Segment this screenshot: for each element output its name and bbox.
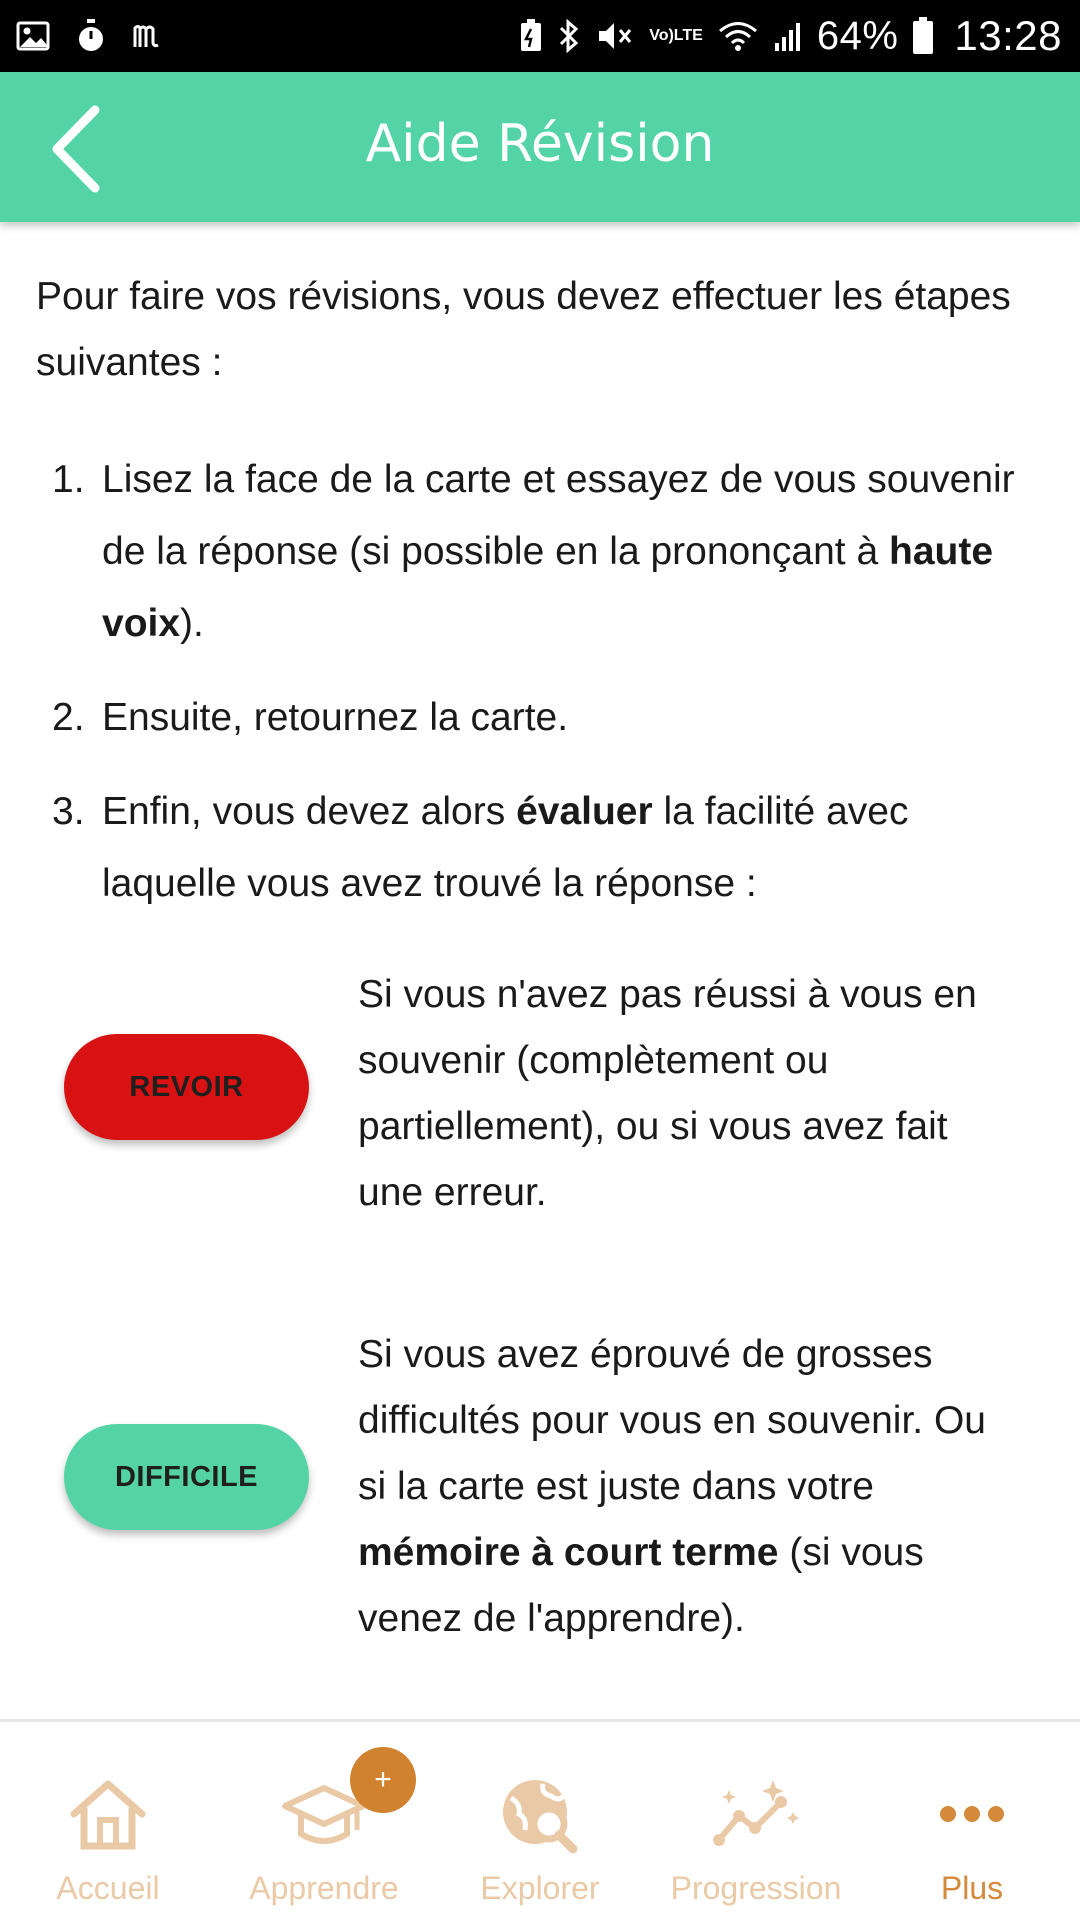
step-number: 1. [52,458,85,501]
status-bar [0,0,1080,72]
volte-label: Vo) [649,27,674,44]
nav-item-plus[interactable] [864,1722,1080,1920]
rating-desc-part: Si vous avez éprouvé de grosses difficultés pour vous en souvenir. Ou si la carte est juste dans votre [358,1333,986,1508]
step-item [52,444,1042,660]
page-title: Aide Révision [365,114,715,174]
step-emphasis: haute voix [102,530,994,645]
bluetooth-icon [557,18,581,54]
step-text [102,776,1042,920]
wifi-icon [717,19,759,53]
nav-item-accueil[interactable] [0,1722,216,1920]
vibrate-mute-icon [595,19,635,53]
volte-indicator [649,28,703,44]
app-bar [0,72,1080,222]
step-text [102,682,1042,754]
nav-label: Progression [670,1870,842,1906]
step-emphasis: évaluer [516,790,653,833]
rating-description [358,1322,1018,1652]
add-badge-button[interactable]: + [350,1747,416,1813]
step-item [52,682,1042,754]
nav-item-progression[interactable] [648,1722,864,1920]
rating-description [358,962,1018,1226]
explore-search-icon [495,1774,585,1854]
nav-label: Accueil [56,1870,160,1906]
help-content [0,222,1080,1719]
step-text-part: Enfin, vous devez alors [102,790,517,833]
progression-chart-icon [711,1774,801,1854]
step-number: 3. [52,790,85,833]
home-icon [63,1774,153,1854]
intro-text: Pour faire vos révisions, vous devez effectuer les étapes suivantes : [36,275,1011,384]
step-text-part: Ensuite, retournez la carte. [102,696,569,739]
status-time: 13:28 [954,12,1062,59]
more-dots-icon [927,1774,1017,1854]
le-monde-icon [132,21,162,51]
battery-percent: 64% [816,13,899,58]
rating-desc-part: Si vous n'avez pas réussi à vous en souvenir (complètement ou partiellement), ou si vous avez fait une erreur. [358,973,977,1214]
bottom-navigation [0,1719,1080,1920]
nav-item-explorer[interactable] [432,1722,648,1920]
nav-label: Apprendre [249,1870,399,1906]
revoir-button[interactable]: REVOIR [64,1034,309,1140]
difficile-button[interactable]: DIFFICILE [64,1424,309,1530]
rating-desc-emphasis: mémoire à court terme [358,1531,779,1574]
gallery-notification-icon [16,21,50,51]
lte-label: LTE [673,27,703,44]
steps-list [52,444,1042,942]
nav-label: Plus [940,1870,1004,1906]
step-number: 2. [52,696,85,739]
battery-saver-icon [519,19,543,53]
stopwatch-icon [76,19,106,53]
step-text [102,444,1042,660]
battery-icon [912,17,934,55]
signal-icon [773,19,803,53]
step-item [52,776,1042,920]
step-text-part: la facilité avec laquelle vous avez trouvé la réponse : [102,790,909,905]
rating-desc-part: (si vous venez de l'apprendre). [358,1531,924,1640]
step-text-part: ). [180,602,204,645]
nav-label: Explorer [480,1870,600,1906]
step-text-part: Lisez la face de la carte et essayez de vous souvenir de la réponse (si possible en la prononçant à [102,458,1015,573]
